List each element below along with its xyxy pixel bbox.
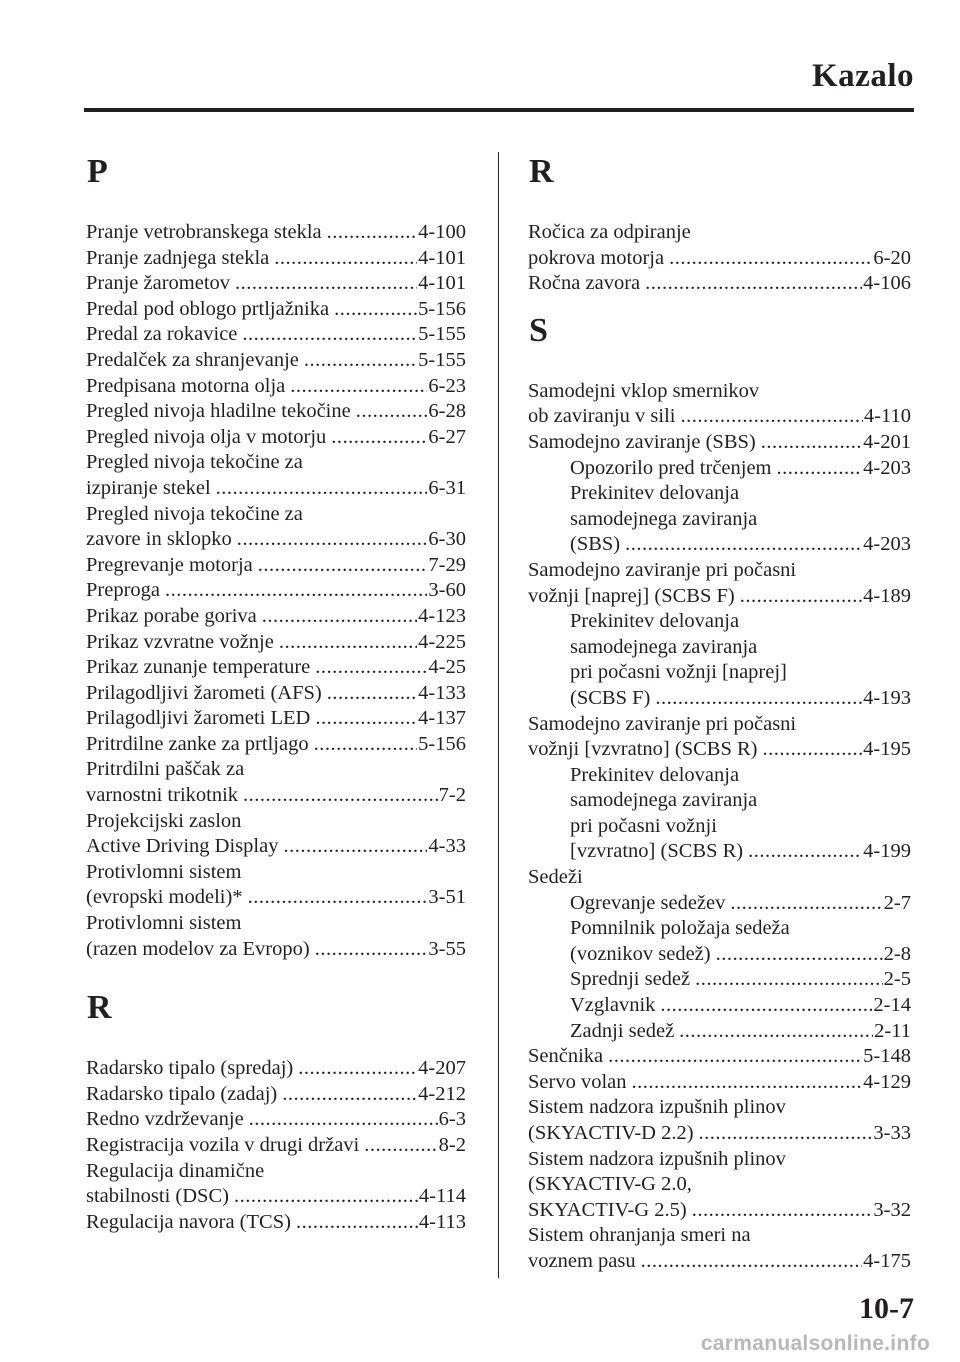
- index-entry: [86, 1107, 466, 1133]
- entry-text: vožnji [naprej] (SCBS F): [528, 584, 735, 607]
- entry-text: (SBS): [570, 533, 621, 556]
- index-entry: [86, 809, 466, 835]
- dot-leader: [364, 1133, 437, 1159]
- dot-leader: [234, 1184, 418, 1210]
- entry-page-ref: 4-133: [418, 681, 466, 704]
- entry-page-ref: 4-225: [418, 630, 466, 653]
- index-entry: [528, 1019, 911, 1045]
- index-entry: [86, 1210, 466, 1236]
- entry-page-ref: 3-32: [873, 1198, 911, 1221]
- index-entry: [86, 757, 466, 783]
- index-entry: [86, 246, 466, 272]
- dot-leader: [660, 993, 872, 1019]
- entry-text: Pritrdilni paščak za: [86, 758, 245, 781]
- dot-leader: [274, 246, 417, 272]
- entry-page-ref: 4-106: [863, 272, 911, 295]
- dot-leader: [625, 532, 862, 558]
- dot-leader: [645, 271, 862, 297]
- dot-leader: [282, 1082, 417, 1108]
- dot-leader: [632, 1070, 863, 1096]
- entry-text: Ogrevanje sedežev: [570, 891, 726, 914]
- entry-text: voznem pasu: [528, 1249, 636, 1272]
- entry-page-ref: 4-175: [863, 1249, 911, 1272]
- entry-text: Pregled nivoja tekočine za: [86, 502, 303, 525]
- dot-leader: [237, 527, 428, 553]
- entry-page-ref: 3-51: [428, 886, 466, 909]
- entry-page-ref: 4-137: [418, 707, 466, 730]
- entry-page-ref: 2-14: [873, 994, 911, 1017]
- entry-text: (SKYACTIV-D 2.2): [528, 1122, 694, 1144]
- index-entry: [86, 834, 466, 860]
- entry-page-ref: 5-156: [418, 297, 466, 320]
- entry-text: Sprednji sedež: [570, 968, 691, 991]
- entry-text: Prilagodljivi žarometi LED: [86, 707, 311, 730]
- dot-leader: [327, 220, 418, 246]
- entry-page-ref: 2-8: [883, 942, 911, 965]
- entry-page-ref: 4-100: [418, 221, 466, 243]
- index-entry: [86, 1159, 466, 1185]
- entry-text: (evropski modeli)*: [86, 886, 243, 909]
- dot-leader: [334, 297, 417, 323]
- entry-text: Radarsko tipalo (spredaj): [86, 1057, 294, 1080]
- entry-text: Samodejno zaviranje (SBS): [528, 430, 756, 453]
- index-entry: [528, 1070, 911, 1096]
- entry-text: varnostni trikotnik: [86, 784, 239, 807]
- section-p-entries: [86, 220, 466, 962]
- dot-leader: [641, 1249, 863, 1275]
- entry-page-ref: 3-55: [428, 937, 466, 960]
- index-entry: [86, 1082, 466, 1108]
- dot-leader: [165, 578, 427, 604]
- index-entry: [528, 1249, 911, 1275]
- index-entry: [86, 450, 466, 476]
- entry-page-ref: 7-29: [428, 553, 466, 576]
- entry-text: Radarsko tipalo (zadaj): [86, 1082, 278, 1105]
- entry-text: Regulacija dinamične: [86, 1159, 265, 1182]
- dot-leader: [669, 246, 872, 272]
- index-entry: [86, 630, 466, 656]
- entry-page-ref: 4-123: [418, 604, 466, 627]
- index-entry: [528, 788, 911, 814]
- index-entry: [528, 763, 911, 789]
- entry-page-ref: 6-3: [438, 1108, 466, 1131]
- entry-text: Prikaz zunanje temperature: [86, 656, 311, 679]
- dot-leader: [283, 834, 427, 860]
- dot-leader: [356, 399, 428, 425]
- index-entry: [528, 1121, 911, 1147]
- entry-page-ref: 4-101: [418, 246, 466, 269]
- entry-page-ref: 4-193: [863, 686, 911, 709]
- index-entry: [528, 584, 911, 610]
- dot-leader: [680, 404, 862, 430]
- entry-text: Prikaz porabe goriva: [86, 604, 257, 627]
- entry-text: Pregled nivoja tekočine za: [86, 451, 303, 474]
- index-entry: [528, 712, 911, 738]
- entry-text: Active Driving Display: [86, 835, 279, 858]
- entry-text: Vzglavnik: [570, 994, 656, 1017]
- index-entry: [86, 578, 466, 604]
- dot-leader: [748, 839, 862, 865]
- entry-page-ref: 7-2: [438, 784, 466, 807]
- index-entry: [86, 937, 466, 963]
- entry-page-ref: 4-189: [863, 584, 911, 607]
- dot-leader: [692, 1198, 873, 1224]
- index-entry: [528, 1223, 911, 1249]
- entry-text: Samodejno zaviranje pri počasni: [528, 712, 797, 735]
- entry-text: Sedeži: [528, 866, 583, 889]
- dot-leader: [258, 553, 428, 579]
- dot-leader: [296, 1210, 418, 1236]
- entry-text: Zadnji sedež: [570, 1019, 675, 1042]
- entry-text: (SKYACTIV-G 2.0,: [528, 1173, 692, 1196]
- index-entry: [528, 660, 911, 686]
- entry-text: Sistem nadzora izpušnih plinov: [528, 1096, 786, 1119]
- entry-text: Servo volan: [528, 1070, 627, 1093]
- entry-text: pri počasni vožnji [naprej]: [570, 661, 787, 684]
- index-entry: [528, 609, 911, 635]
- index-entry: [528, 916, 911, 942]
- entry-page-ref: 5-155: [418, 348, 466, 371]
- entry-text: Regulacija navora (TCS): [86, 1210, 291, 1233]
- index-entry: [86, 655, 466, 681]
- dot-leader: [314, 732, 418, 758]
- dot-leader: [243, 783, 438, 809]
- entry-text: samodejnega zaviranja: [570, 635, 758, 658]
- entry-text: Sistem ohranjanja smeri na: [528, 1224, 751, 1247]
- entry-page-ref: 5-156: [418, 732, 466, 755]
- index-entry: [528, 404, 911, 430]
- section-r-continued-entries: [528, 220, 911, 297]
- index-entry: [528, 246, 911, 272]
- index-entry: [528, 456, 911, 482]
- index-entry: [86, 732, 466, 758]
- index-entry: [528, 814, 911, 840]
- entry-page-ref: 6-23: [428, 374, 466, 397]
- index-entry: [528, 379, 911, 405]
- entry-text: Pregled nivoja olja v motorju: [86, 425, 327, 448]
- index-entry: [86, 425, 466, 451]
- dot-leader: [315, 937, 428, 963]
- index-entry: [86, 681, 466, 707]
- index-entry: [86, 399, 466, 425]
- index-entry: [86, 911, 466, 937]
- entry-text: (voznikov sedež): [570, 942, 711, 965]
- index-entry: [528, 481, 911, 507]
- dot-leader: [608, 1044, 862, 1070]
- dot-leader: [304, 348, 417, 374]
- section-letter-s: S: [529, 311, 548, 349]
- index-entry: [86, 706, 466, 732]
- dot-leader: [695, 967, 883, 993]
- page-title: Kazalo: [812, 58, 914, 94]
- entry-text: Projekcijski zaslon: [86, 809, 242, 832]
- index-entry: [528, 430, 911, 456]
- entry-text: Sistem nadzora izpušnih plinov: [528, 1147, 786, 1170]
- dot-leader: [249, 1107, 438, 1133]
- entry-text: Predal pod oblogo prtljažnika: [86, 297, 330, 320]
- entry-text: Prekinitev delovanja: [570, 763, 740, 786]
- index-entry: [86, 476, 466, 502]
- dot-leader: [248, 885, 428, 911]
- index-entry: [528, 1044, 911, 1070]
- column-divider: [498, 152, 499, 1278]
- entry-text: Pranje zadnjega stekla: [86, 246, 270, 269]
- dot-leader: [298, 1056, 417, 1082]
- entry-page-ref: 4-212: [418, 1082, 466, 1105]
- entry-text: izpiranje stekel: [86, 476, 211, 499]
- entry-text: Redno vzdrževanje: [86, 1108, 244, 1131]
- entry-page-ref: 6-31: [428, 476, 466, 499]
- index-entry: [86, 604, 466, 630]
- entry-text: Predal za rokavice: [86, 323, 238, 346]
- entry-text: Protivlomni sistem: [86, 912, 242, 935]
- dot-leader: [762, 737, 862, 763]
- entry-text: Prilagodljivi žarometi (AFS): [86, 681, 322, 704]
- entry-page-ref: 6-20: [873, 246, 911, 269]
- entry-page-ref: 3-60: [428, 579, 466, 602]
- dot-leader: [716, 942, 883, 968]
- entry-page-ref: 4-203: [863, 533, 911, 556]
- entry-text: Protivlomni sistem: [86, 860, 242, 883]
- dot-leader: [216, 476, 428, 502]
- dot-leader: [331, 425, 427, 451]
- entry-page-ref: 4-201: [863, 430, 911, 453]
- index-entry: [86, 527, 466, 553]
- dot-leader: [315, 706, 417, 732]
- index-entry: [528, 271, 911, 297]
- entry-page-ref: 4-199: [863, 840, 911, 863]
- dot-leader: [730, 891, 882, 917]
- entry-text: Pranje žarometov: [86, 272, 231, 295]
- entry-text: Ročna zavora: [528, 272, 641, 295]
- entry-page-ref: 2-11: [874, 1019, 911, 1042]
- dot-leader: [290, 374, 427, 400]
- entry-page-ref: 8-2: [438, 1134, 466, 1156]
- index-entry: [528, 686, 911, 712]
- entry-page-ref: 6-27: [428, 425, 466, 448]
- entry-page-ref: 6-28: [428, 400, 466, 423]
- watermark: carmanualsonline.info: [700, 1332, 930, 1355]
- index-entry: [528, 967, 911, 993]
- entry-text: [vzvratno] (SCBS R): [570, 840, 744, 863]
- entry-text: Samodejni vklop smernikov: [528, 379, 760, 402]
- dot-leader: [242, 322, 417, 348]
- right-column: [528, 152, 911, 1275]
- entry-text: Predpisana motorna olja: [86, 374, 286, 397]
- index-entry: [528, 942, 911, 968]
- index-entry: [86, 1056, 466, 1082]
- entry-page-ref: 4-207: [418, 1057, 466, 1080]
- entry-page-ref: 5-148: [863, 1045, 911, 1068]
- entry-text: Predalček za shranjevanje: [86, 348, 299, 371]
- index-entry: [528, 1198, 911, 1224]
- index-entry: [528, 865, 911, 891]
- index-entry: [86, 553, 466, 579]
- entry-text: vožnji [vzvratno] (SCBS R): [528, 738, 758, 761]
- dot-leader: [740, 584, 862, 610]
- entry-text: Prekinitev delovanja: [570, 610, 740, 633]
- entry-text: samodejnega zaviranja: [570, 507, 758, 530]
- index-entry: [528, 558, 911, 584]
- entry-text: Prikaz vzvratne vožnje: [86, 630, 274, 653]
- dot-leader: [761, 430, 862, 456]
- index-entry: [86, 860, 466, 886]
- index-entry: [86, 1184, 466, 1210]
- entry-text: Ročica za odpiranje: [528, 221, 691, 243]
- index-entry: [528, 1095, 911, 1121]
- page-number: 10-7: [859, 1292, 914, 1325]
- section-s-entries: [528, 379, 911, 1275]
- index-entry: [528, 220, 911, 246]
- entry-text: Pranje vetrobranskega stekla: [86, 221, 322, 243]
- index-entry: [528, 891, 911, 917]
- entry-page-ref: 4-33: [428, 835, 466, 858]
- entry-text: Pomnilnik položaja sedeža: [570, 917, 790, 940]
- entry-text: pri počasni vožnji: [570, 814, 717, 837]
- entry-page-ref: 4-113: [418, 1210, 466, 1233]
- entry-page-ref: 4-129: [863, 1070, 911, 1093]
- entry-text: Pritrdilne zanke za prtljago: [86, 732, 309, 755]
- entry-text: Senčnika: [528, 1045, 604, 1068]
- index-entry: [528, 839, 911, 865]
- index-entry: [528, 507, 911, 533]
- index-entry: [528, 737, 911, 763]
- index-entry: [86, 885, 466, 911]
- entry-page-ref: 4-110: [863, 405, 911, 428]
- header-rule: [84, 108, 914, 112]
- dot-leader: [679, 1019, 873, 1045]
- section-letter-r: R: [87, 989, 112, 1027]
- index-entry: [86, 297, 466, 323]
- entry-text: Samodejno zaviranje pri počasni: [528, 558, 797, 581]
- entry-text: stabilnosti (DSC): [86, 1185, 229, 1208]
- index-entry: [86, 1133, 466, 1159]
- entry-text: Preproga: [86, 579, 161, 602]
- dot-leader: [235, 271, 417, 297]
- entry-page-ref: 4-114: [418, 1185, 466, 1208]
- section-r-entries: [86, 1056, 466, 1235]
- index-entry: [528, 532, 911, 558]
- dot-leader: [279, 630, 417, 656]
- index-entry: [86, 783, 466, 809]
- entry-text: pokrova motorja: [528, 246, 665, 269]
- dot-leader: [262, 604, 417, 630]
- entry-page-ref: 3-33: [873, 1122, 911, 1144]
- entry-text: SKYACTIV-G 2.5): [528, 1198, 687, 1221]
- entry-page-ref: 4-195: [863, 738, 911, 761]
- entry-text: zavore in sklopko: [86, 528, 232, 551]
- left-column: [86, 152, 466, 1235]
- section-letter-r-continued: R: [529, 153, 554, 190]
- index-entry: [528, 1147, 911, 1173]
- index-entry: [86, 271, 466, 297]
- index-entry: [86, 502, 466, 528]
- index-entry: [528, 993, 911, 1019]
- index-entry: [86, 220, 466, 246]
- section-letter-p: P: [87, 153, 108, 190]
- dot-leader: [699, 1121, 873, 1147]
- entry-page-ref: 4-101: [418, 272, 466, 295]
- entry-page-ref: 2-5: [883, 968, 911, 991]
- entry-text: (razen modelov za Evropo): [86, 937, 310, 960]
- dot-leader: [777, 456, 863, 482]
- entry-page-ref: 4-25: [428, 656, 466, 679]
- entry-page-ref: 6-30: [428, 528, 466, 551]
- entry-text: Prekinitev delovanja: [570, 482, 740, 505]
- dot-leader: [655, 686, 862, 712]
- index-entry: [86, 322, 466, 348]
- index-entry: [528, 635, 911, 661]
- entry-text: Opozorilo pred trčenjem: [570, 456, 772, 479]
- entry-text: (SCBS F): [570, 686, 651, 709]
- entry-text: Registracija vozila v drugi državi: [86, 1134, 360, 1156]
- entry-text: samodejnega zaviranja: [570, 789, 758, 812]
- index-entry: [528, 1172, 911, 1198]
- index-entry: [86, 374, 466, 400]
- dot-leader: [315, 655, 427, 681]
- entry-page-ref: 5-155: [418, 323, 466, 346]
- entry-page-ref: 2-7: [883, 891, 911, 914]
- index-entry: [86, 348, 466, 374]
- entry-text: Pregled nivoja hladilne tekočine: [86, 400, 351, 423]
- entry-text: Pregrevanje motorja: [86, 553, 253, 576]
- entry-page-ref: 4-203: [863, 456, 911, 479]
- dot-leader: [327, 681, 417, 707]
- entry-text: ob zaviranju v sili: [528, 405, 676, 428]
